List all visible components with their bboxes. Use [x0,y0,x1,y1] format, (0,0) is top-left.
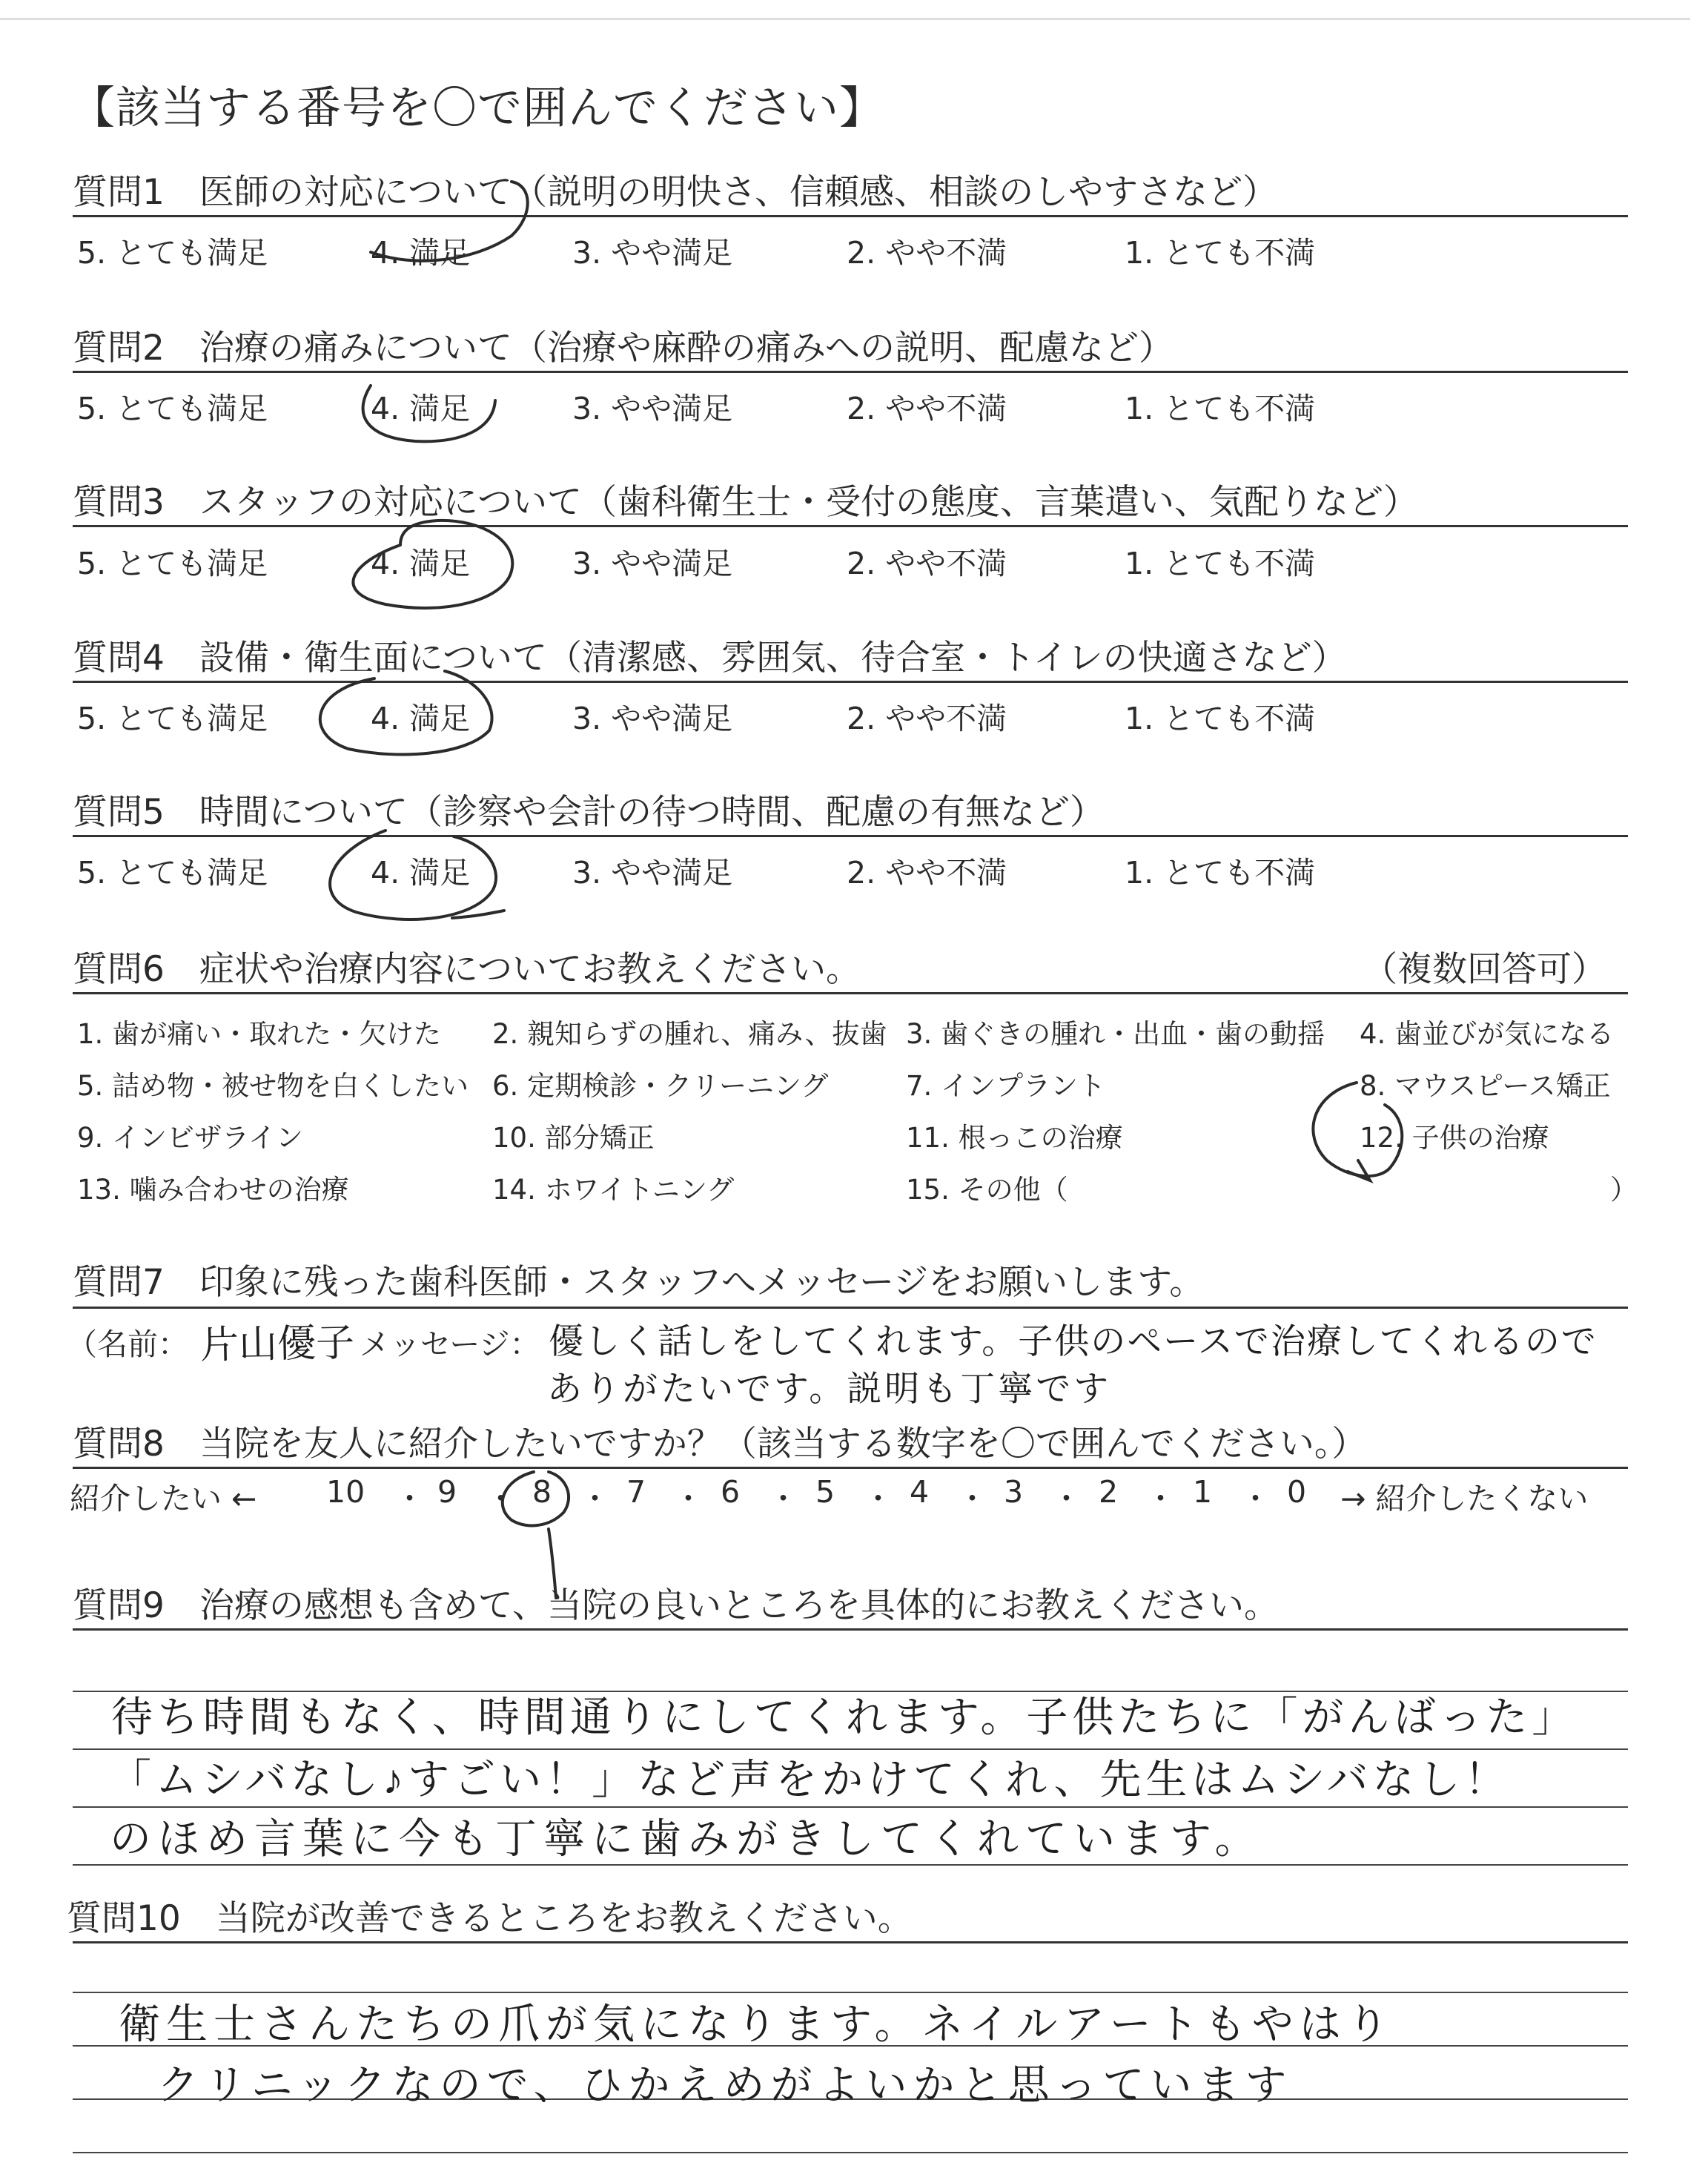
q8-value-9[interactable]: 9 [437,1474,457,1510]
q7-name-label: （名前： [67,1327,188,1362]
q8-dot: ・ [957,1481,987,1516]
q8-rule [73,1467,1628,1469]
q8-left-label: 紹介したい ← [70,1481,257,1516]
q4-option-2[interactable]: 2. やや不満 [847,701,1007,736]
q8-dot: ・ [394,1481,425,1516]
q8-dot: ・ [580,1481,610,1516]
q1-option-2[interactable]: 2. やや不満 [847,235,1007,271]
q8-dot: ・ [863,1481,893,1516]
q5-rule [73,835,1628,837]
q3-option-5[interactable]: 5. とても満足 [77,546,268,581]
q10-answer-line1[interactable]: 衛生士さんたちの爪が気になります。ネイルアートもやはり [119,2001,1394,2049]
q6-rule [73,992,1628,994]
q8-value-7[interactable]: 7 [626,1474,646,1510]
q3-option-3[interactable]: 3. やや満足 [572,546,733,581]
q8-dot: ・ [768,1481,798,1516]
q6-note: （複数回答可） [1363,949,1606,990]
q7-message-label: メッセージ： [360,1327,540,1362]
q6-option-6[interactable]: 6. 定期検診・クリーニング [492,1070,829,1102]
q6-heading: 質問6 症状や治療内容についてお教えください。 [73,949,861,990]
q9-heading: 質問9 治療の感想も含めて、当院の良いところを具体的にお教えください。 [73,1585,1279,1626]
q8-dot: ・ [673,1481,704,1516]
q3-option-2[interactable]: 2. やや不満 [847,546,1007,581]
q1-heading: 質問1 医師の対応について（説明の明快さ、信頼感、相談のしやすさなど） [73,172,1278,213]
q8-value-5[interactable]: 5 [815,1474,835,1510]
q2-option-2[interactable]: 2. やや不満 [847,391,1007,426]
q5-option-4[interactable]: 4. 満足 [371,855,471,891]
q8-value-2[interactable]: 2 [1099,1474,1119,1510]
q5-option-1[interactable]: 1. とても不満 [1125,855,1316,891]
q4-heading: 質問4 設備・衛生面について（清潔感、雰囲気、待合室・トイレの快適さなど） [73,638,1347,678]
q6-option-12[interactable]: 12. 子供の治療 [1360,1122,1549,1154]
q5-option-5[interactable]: 5. とても満足 [77,855,268,891]
q4-option-5[interactable]: 5. とても満足 [77,701,268,736]
q1-option-3[interactable]: 3. やや満足 [572,235,733,271]
scan-top-edge [0,18,1690,20]
q8-value-3[interactable]: 3 [1004,1474,1024,1510]
q8-value-8[interactable]: 8 [532,1474,552,1510]
q6-option-5[interactable]: 5. 詰め物・被せ物を白くしたい [77,1070,469,1102]
q4-option-4[interactable]: 4. 満足 [371,701,471,736]
q6-option-13[interactable]: 13. 噛み合わせの治療 [77,1174,349,1206]
q1-option-1[interactable]: 1. とても不満 [1125,235,1316,271]
q7-message-line1[interactable]: 優しく話しをしてくれます。子供のペースで治療してくれるので [549,1321,1598,1362]
q5-option-3[interactable]: 3. やや満足 [572,855,733,891]
q2-option-4[interactable]: 4. 満足 [371,391,471,426]
q1-option-5[interactable]: 5. とても満足 [77,235,268,271]
q3-rule [73,525,1628,527]
q8-value-6[interactable]: 6 [721,1474,741,1510]
q2-option-3[interactable]: 3. やや満足 [572,391,733,426]
q8-dot: ・ [1051,1481,1082,1516]
q6-option-3[interactable]: 3. 歯ぐきの腫れ・出血・歯の動揺 [906,1018,1325,1050]
q6-option-1[interactable]: 1. 歯が痛い・取れた・欠けた [77,1018,442,1050]
q9-answer-line1[interactable]: 待ち時間もなく、時間通りにしてくれます。子供たちに「がんばった」 [111,1694,1578,1742]
q10-rule [73,1941,1628,1943]
q5-heading: 質問5 時間について（診察や会計の待つ時間、配慮の有無など） [73,792,1105,833]
q6-option-4[interactable]: 4. 歯並びが気になる [1360,1018,1615,1050]
q6-option-9[interactable]: 9. インビザライン [77,1122,303,1154]
q8-dot: ・ [1145,1481,1176,1516]
q6-option-15-close: ） [1610,1174,1638,1206]
q2-heading: 質問2 治療の痛みについて（治療や麻酔の痛みへの説明、配慮など） [73,328,1174,369]
q10-line-4 [73,2152,1628,2153]
q8-heading: 質問8 当院を友人に紹介したいですか？（該当する数字を〇で囲んでください。） [73,1424,1367,1464]
q6-option-11[interactable]: 11. 根っこの治療 [906,1122,1123,1154]
q7-heading: 質問7 印象に残った歯科医師・スタッフへメッセージをお願いします。 [73,1262,1205,1303]
q3-heading: 質問3 スタッフの対応について（歯科衛生士・受付の態度、言葉遣い、気配りなど） [73,482,1418,523]
q8-dot: ・ [486,1481,516,1516]
instruction-title: 【該当する番号を〇で囲んでください】 [70,82,884,134]
q6-option-2[interactable]: 2. 親知らずの腫れ、痛み、抜歯 [492,1018,887,1050]
q2-rule [73,371,1628,373]
q6-option-8[interactable]: 8. マウスピース矯正 [1360,1070,1611,1102]
q1-rule [73,215,1628,217]
q7-rule [73,1307,1628,1309]
q7-message-line2[interactable]: ありがたいです。説明も丁寧です [547,1369,1112,1410]
q1-option-4[interactable]: 4. 満足 [371,235,471,271]
q5-option-2[interactable]: 2. やや不満 [847,855,1007,891]
q6-option-15[interactable]: 15. その他（ [906,1174,1068,1206]
q2-option-1[interactable]: 1. とても不満 [1125,391,1316,426]
q2-option-5[interactable]: 5. とても満足 [77,391,268,426]
q8-right-label: → 紹介したくない [1340,1481,1589,1516]
q6-option-7[interactable]: 7. インプラント [906,1070,1106,1102]
q3-option-1[interactable]: 1. とても不満 [1125,546,1316,581]
q4-rule [73,681,1628,683]
q10-heading: 質問10 当院が改善できるところをお教えください。 [67,1898,913,1939]
q9-answer-line2[interactable]: 「ムシバなし♪すごい！」など声をかけてくれ、先生はムシバなし！ [110,1756,1511,1804]
q4-option-3[interactable]: 3. やや満足 [572,701,733,736]
q8-dot: ・ [1240,1481,1271,1516]
q9-rule [73,1628,1628,1631]
q3-option-4[interactable]: 4. 満足 [371,546,471,581]
q8-value-0[interactable]: 0 [1287,1474,1307,1510]
q4-option-1[interactable]: 1. とても不満 [1125,701,1316,736]
q8-value-10[interactable]: 10 [326,1474,365,1510]
q6-option-14[interactable]: 14. ホワイトニング [492,1174,735,1206]
q8-value-1[interactable]: 1 [1193,1474,1213,1510]
q10-answer-line2[interactable]: クリニックなので、ひかえめがよいかと思っています [157,2061,1293,2110]
q9-answer-line3[interactable]: のほめ言葉に今も丁寧に歯みがきしてくれています。 [110,1815,1263,1863]
q6-option-10[interactable]: 10. 部分矯正 [492,1122,655,1154]
q8-value-4[interactable]: 4 [910,1474,930,1510]
q7-name-value[interactable]: 片山優子 [199,1321,355,1368]
